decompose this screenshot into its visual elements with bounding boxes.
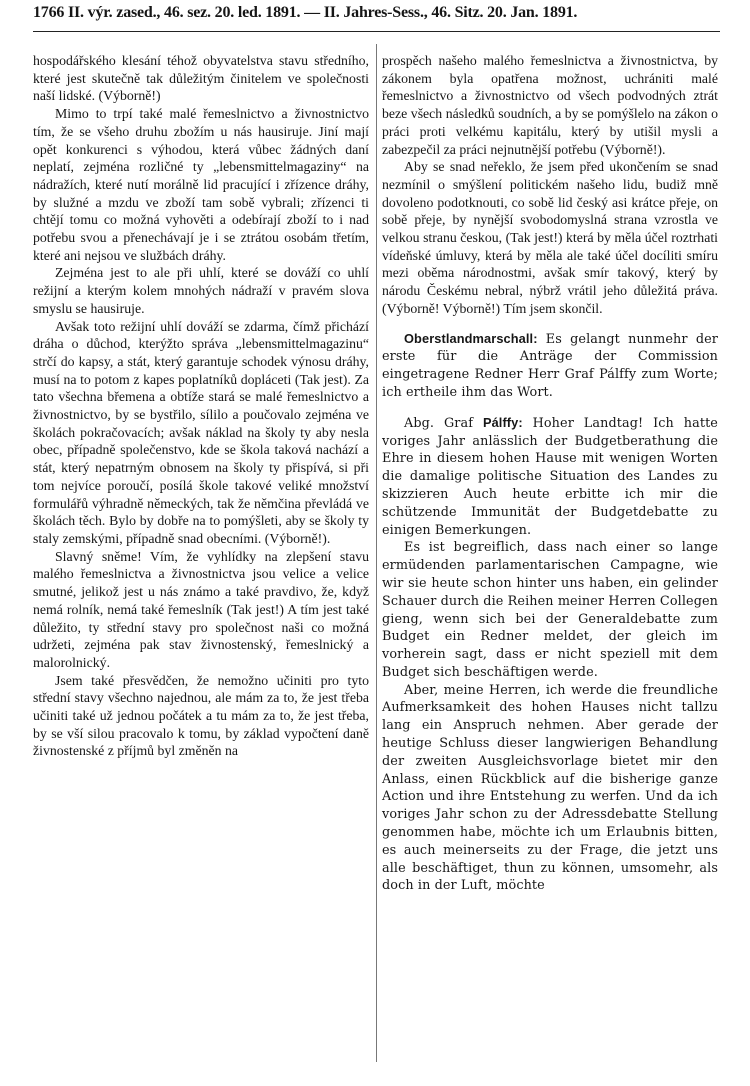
palffy-paragraph-2: Es ist begreiflich, dass nach einer so lange ermüdenden parlamentarischen Campagne, wie wir sie heute schon hinter uns haben, ein gelinder Schauer durch die Reihen meiner Herren Collegen gieng, wenn sich bei der Generaldebatte zum Budget ein Redner meldet, der gleich im vorherein sagt, dass er nicht speziell mit dem Budget sich beschäftigen werde. xyxy=(382,540,718,680)
left-column xyxy=(33,52,369,760)
left-paragraph-5: Slavný sněme! Vím, že vyhlídky na zlepšení stavu malého řemeslnictva a živnostnictva jsou velice a velice smutné, jelikož jest u nás známo a také pravdivo, že, když nemá rolník, nemá také řemeslník (Tak jest!) A tím jest také důležito, ty střední stavy pro společnost naši co možná udržeti, zejména pak stav živnostenský, řemeslnický a malorolnický. xyxy=(33,548,369,670)
speaker-name: Pálffy: xyxy=(482,414,523,430)
left-paragraph-6: Jsem také přesvědčen, že nemožno učiniti pro tyto střední stavy všechno najednou, ale mám za to, že jest třeba učiniti také už jednou počátek a tu mám za to, že jest třeba, by se vší silou pracovalo k tomu, by základ vypočtení daně živnostenské z příjmů byl změněn na xyxy=(33,672,369,759)
palffy-paragraph-1: Hoher Landtag! Ich hatte voriges Jahr anlässlich der Budgetberathung die Ehre in diesem hohen Hause mit wenigen Worten die damalige politische Situation des Landes zu skizzieren Auch heute erbitte ich mir die schützende Immunität der Budgetdebatte zu einigen Bemerkungen. xyxy=(382,415,718,538)
palffy-speech xyxy=(382,414,718,896)
left-paragraph-1: hospodářského klesání téhož obyvatelstva stavu středního, které jest skutečně tak důležitým činitelem ve společnosti naší lidské. (Výborně!) xyxy=(33,53,369,104)
header-rule xyxy=(33,31,720,32)
column-divider xyxy=(376,44,377,1062)
palffy-paragraph-3: Aber, meine Herren, ich werde die freundliche Aufmerksamkeit des hohen Hauses nicht tallzu lang ein Anspruch nehmen. Aber gerade der heutige Schluss dieser langwierigen Behandlung der zweiten Ausgleichsvorlage bietet mir den Anlass, einen Rückblick auf die bisherige ganze Action und ihre Entstehung zu werfen. Und da ich voriges Jahr schon zu der Adressdebatte Stellung genommen habe, möchte ich um Erlaubnis bitten, es auch meinerseits zu der Frage, die jetzt uns alle beschäftiget, thun zu können, umsomehr, als doch in der Luft, möchte xyxy=(382,682,718,894)
marshal-text: Es gelangt nunmehr der erste für die Anträge der Commission eingetragene Redner Herr Graf Pálffy zum Worte; ich ertheile ihm das Wort. xyxy=(382,331,718,400)
left-paragraph-3: Zejména jest to ale při uhlí, které se dováží co uhlí režijní a kterým kolem mnohých nádraží v pravém slova smyslu se hausiruje. xyxy=(33,265,369,316)
marshal-statement xyxy=(382,330,718,402)
right-column xyxy=(382,52,718,895)
right-paragraph-1: prospěch našeho malého řemeslnictva a živnostnictva, by zákonem byla opatřena možnost, uchrániti malé řemeslnictvo a živnostnictvo od všech podvodných ztrát beze všech následků soudních, a by se pomýšlelo na zákon o práci proti velkému kapitálu, který by utišil mysli a zabezpečil za práci nejnutnější potřebu (Výborně!). xyxy=(382,53,718,157)
speaker-name: Oberstlandmarschall: xyxy=(404,330,538,346)
left-paragraph-4: Avšak toto režijní uhlí dováží se zdarma, čímž přichází dráha o důchod, kterýžto správa „lebensmittelmagazinu“ strčí do kapsy, a stát, který garantuje schodek výnosu dráhy, musí na to potom z kapes poplatníků dopláceti (Tak jest). Za tato všechna břemena a obtíže stará se malé řemeslnictvo a živnostnictvo, by se bystřilo, sílilo a poučovalo zejména ve školách pokračovacích; avšak náklad na školy ty aby nesla obec, případně společenstvo, kde se škola taková nachází a stát, který nepatrným obnosem na školy ty přispívá, si při tom nejvíce poroučí, posílá škole takové veliké množství formulářů výhradně německých, tak že němčina převládá ve školách těch. Bylo by dobře na to pomýšleti, aby se školy ty staly zemskými, případně snad obecními. (Výborně!). xyxy=(33,318,369,546)
right-paragraph-2: Aby se snad neřeklo, že jsem před ukončením se snad nezmínil o smýšlení politickém našeho lidu, budiž mně dovoleno podotknouti, co sobě lid český asi krátce přeje, on sobě přeje, by nynější svobodomyslná strana vzrostla ve velkou stranu českou, (Tak jest!) která by měla účel roztrhati vídeňské úmluvy, která by měla ale také účel docíliti smíru mezi oběma národnostmi, avšak smír takový, který by národu Českému nebral, nýbrž vrátil jeho důležitá práva. (Výborně! Výborně!) Tím jsem skončil. xyxy=(382,159,718,316)
speaker-prefix: Abg. Graf xyxy=(404,415,483,431)
left-paragraph-2: Mimo to trpí také malé řemeslnictvo a živnostnictvo tím, že se všeho druhu zbožím u nás hausiruje. Jiní mají opět konkurenci s výhodou, která vůbec žádných daní neplatí, zejména rozličné ty „lebensmittelmagaziny“ na nádražích, které nutí morálně lid pracující i zřízence dráhy, by služné a mzdu ve zboží tam sobě vybrali; zřízenci ti chtějí tomu co možná vyhověti a odebírají zboží to i nad potřebu svou a přenechávají je i se ztrátou osobám třetím, které ani nejsou ve službách dráhy. xyxy=(33,106,369,263)
page-header: 1766 II. výr. zased., 46. sez. 20. led. 1891. — II. Jahres-Sess., 46. Sitz. 20. Jan. 1891. xyxy=(33,4,578,21)
